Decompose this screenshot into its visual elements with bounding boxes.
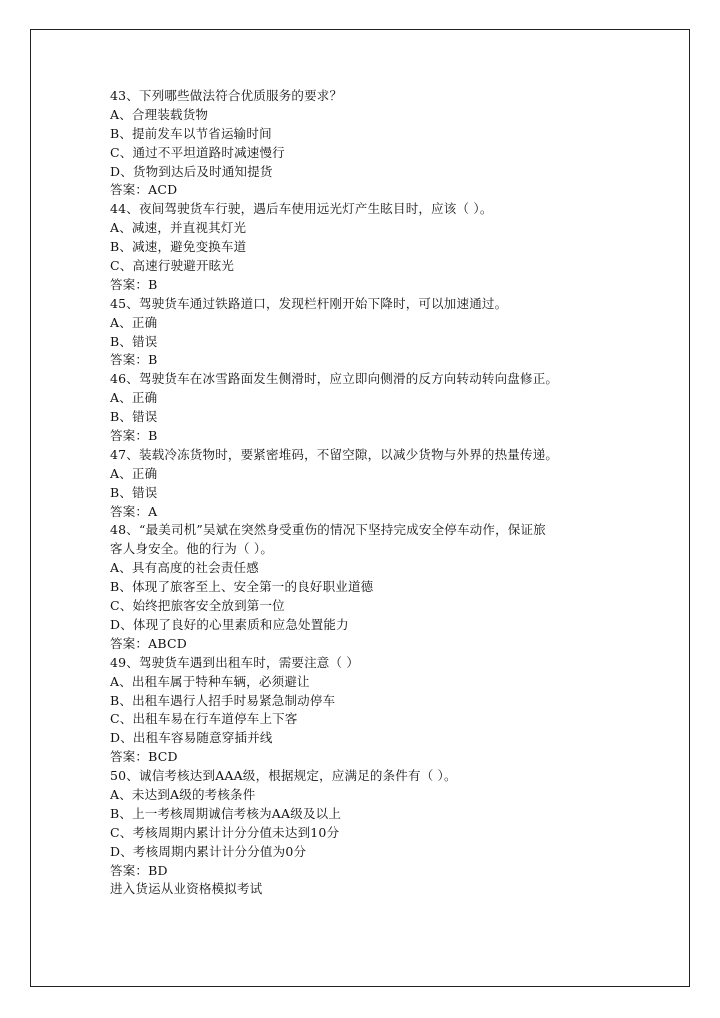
- question-44: [110, 200, 630, 294]
- question-47: [110, 446, 630, 522]
- answer: 答案：B: [110, 276, 158, 292]
- option-d: D、体现了良好的心里素质和应急处置能力: [110, 616, 349, 632]
- question-46: [110, 370, 630, 446]
- option-a: A、正确: [110, 390, 158, 406]
- option-d: D、考核周期内累计计分分值为0分: [110, 843, 307, 859]
- option-b: B、错误: [110, 484, 158, 500]
- question-48: [110, 521, 630, 653]
- option-d: D、货物到达后及时通知提货: [110, 163, 273, 179]
- option-a: A、合理装载货物: [110, 106, 209, 122]
- option-b: B、上一考核周期诚信考核为AA级及以上: [110, 805, 342, 821]
- option-a: A、减速，并直视其灯光: [110, 220, 247, 236]
- question-45: [110, 295, 630, 371]
- option-a: A、未达到A级的考核条件: [110, 786, 256, 802]
- option-c: C、始终把旅客安全放到第一位: [110, 598, 285, 614]
- question-stem: 49、驾驶货车遇到出租车时，需要注意（ ）: [110, 654, 360, 670]
- question-stem: 44、夜间驾驶货车行驶，遇后车使用远光灯产生眩目时，应该（ ）。: [110, 201, 493, 217]
- option-b: B、减速，避免变换车道: [110, 239, 247, 255]
- option-c: C、考核周期内累计计分分值未达到10分: [110, 824, 340, 840]
- answer: 答案：B: [110, 352, 158, 368]
- answer: 答案：BCD: [110, 749, 178, 765]
- option-c: C、出租车易在行车道停车上下客: [110, 711, 298, 727]
- question-stem-continued: 客人身安全。他的行为（ ）。: [110, 541, 274, 557]
- option-a: A、正确: [110, 314, 158, 330]
- question-list: [110, 87, 630, 899]
- option-b: B、错误: [110, 333, 158, 349]
- answer: 答案：B: [110, 428, 158, 444]
- option-a: A、具有高度的社会责任感: [110, 560, 259, 576]
- footer-exam-link[interactable]: 进入货运从业资格模拟考试: [110, 881, 263, 897]
- answer: 答案：A: [110, 503, 158, 519]
- option-c: C、通过不平坦道路时减速慢行: [110, 144, 285, 160]
- question-50: [110, 767, 630, 880]
- option-a: A、出租车属于特种车辆，必须避让: [110, 673, 310, 689]
- question-43: [110, 87, 630, 200]
- option-b: B、提前发车以节省运输时间: [110, 125, 272, 141]
- question-49: [110, 654, 630, 767]
- answer: 答案：ABCD: [110, 635, 187, 651]
- question-stem: 50、诚信考核达到AAA级，根据规定，应满足的条件有（ ）。: [110, 768, 457, 784]
- option-b: B、体现了旅客至上、安全第一的良好职业道德: [110, 579, 374, 595]
- question-stem: 46、驾驶货车在冰雪路面发生侧滑时，应立即向侧滑的反方向转动转向盘修正。: [110, 371, 559, 387]
- answer: 答案：BD: [110, 862, 168, 878]
- option-b: B、出租车遇行人招手时易紧急制动停车: [110, 692, 336, 708]
- option-b: B、错误: [110, 409, 158, 425]
- option-c: C、高速行驶避开眩光: [110, 258, 235, 274]
- question-stem: 48、“最美司机”吴斌在突然身受重伤的情况下坚持完成安全停车动作，保证旅: [110, 522, 546, 538]
- question-stem: 47、装载冷冻货物时，要紧密堆码，不留空隙，以减少货物与外界的热量传递。: [110, 446, 559, 462]
- option-a: A、正确: [110, 465, 158, 481]
- option-d: D、出租车容易随意穿插并线: [110, 730, 273, 746]
- question-stem: 45、驾驶货车通过铁路道口，发现栏杆刚开始下降时，可以加速通过。: [110, 295, 508, 311]
- answer: 答案：ACD: [110, 182, 178, 198]
- question-stem: 43、下列哪些做法符合优质服务的要求？: [110, 88, 343, 103]
